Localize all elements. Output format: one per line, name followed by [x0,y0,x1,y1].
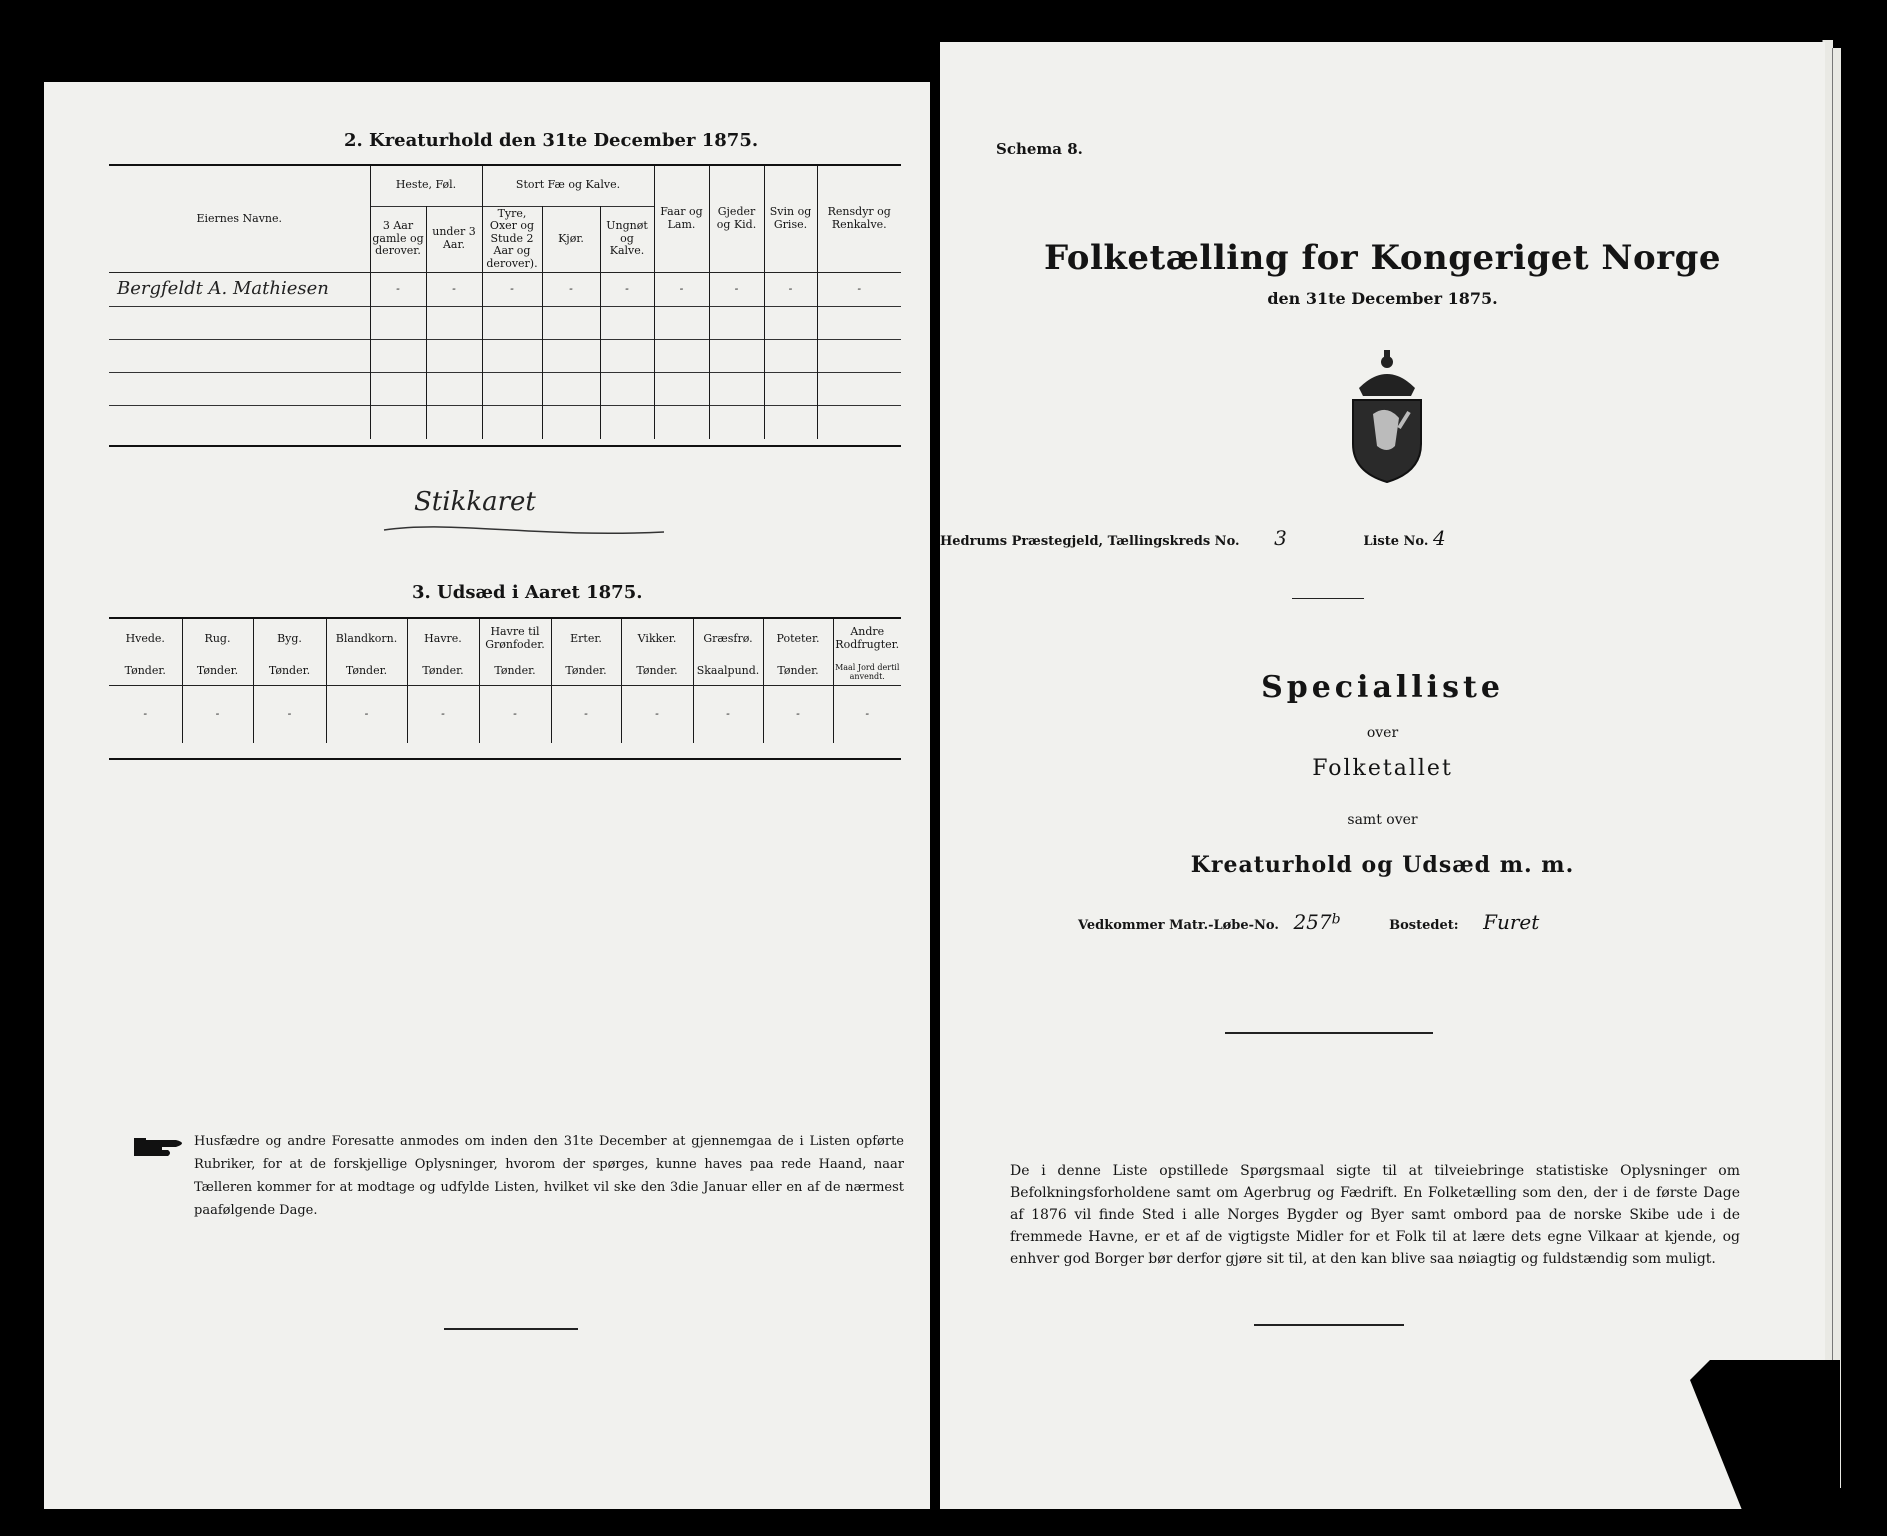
unit-label: Tønder. [551,659,621,685]
unit-label: Tønder. [479,659,551,685]
heste-under-header: under 3 Aar. [426,206,482,272]
samt-over-label: samt over [1347,812,1418,828]
havre-header: Havre. [407,619,479,659]
erter-header: Erter. [551,619,621,659]
kreaturhold-udsaed-label: Kreaturhold og Udsæd m. m. [1190,852,1575,878]
row-mark: - [654,272,709,306]
owner-name: Bergfeldt A. Mathiesen [109,272,370,306]
coat-of-arms-icon [1339,348,1435,484]
byg-header: Byg. [253,619,326,659]
liste-number: 4 [1432,526,1446,550]
table-row [109,685,901,743]
row-mark: - [253,685,326,743]
tyre-header: Tyre, Oxer og Stude 2 Aar og derover). [482,206,542,272]
udsaed-table [109,619,901,743]
faar-header: Faar og Lam. [654,166,709,272]
blandkorn-header: Blandkorn. [326,619,407,659]
matr-label: Vedkommer Matr.-Løbe-No. [1078,918,1279,933]
left-page [44,82,930,1509]
row-mark: - [833,685,901,743]
right-closing-rule [1254,1324,1404,1326]
hvede-header: Hvede. [109,619,182,659]
udsaed-bottom-rule [109,758,901,760]
right-page [940,42,1825,1509]
signature-flourish [374,512,674,542]
table-row [109,405,901,439]
table-row [109,272,901,306]
schema-label: Schema 8. [996,140,1083,158]
stort-fae-header: Stort Fæ og Kalve. [482,166,654,206]
table-row [109,306,901,339]
unit-label: Tønder. [763,659,833,685]
rug-header: Rug. [182,619,253,659]
row-mark: - [600,272,654,306]
unit-label: Tønder. [182,659,253,685]
prestegjeld-name: Hedrums [940,534,1008,549]
liste-label: Liste No. [1363,534,1429,549]
row-mark: - [542,272,600,306]
kjor-header: Kjør. [542,206,600,272]
over-label: over [1366,725,1399,741]
census-date: den 31te December 1875. [1267,289,1498,308]
unit-label: Tønder. [407,659,479,685]
row-mark: - [479,685,551,743]
row-mark: - [551,685,621,743]
district-label: Præstegjeld, Tællingskreds No. [1011,534,1240,549]
heste-header: Heste, Føl. [370,166,482,206]
page-stack-edge [1832,48,1841,1488]
unit-label: Maal Jord dertil anvendt. [833,659,901,685]
row-mark: - [621,685,693,743]
unit-label: Skaalpund. [693,659,763,685]
pointing-hand-icon [132,1134,192,1160]
ungnot-header: Ungnøt og Kalve. [600,206,654,272]
table-row [109,372,901,405]
row-mark: - [709,272,764,306]
mid-rule [1225,1032,1433,1034]
row-mark: - [326,685,407,743]
kreaturhold-table [109,166,901,439]
kreaturhold-bottom-rule [109,445,901,447]
district-line [940,526,1446,550]
matr-line [1078,910,1539,934]
page-corner-fold [1690,1330,1840,1530]
poteter-header: Poteter. [763,619,833,659]
rodfrugter-header: Andre Rodfrugter. [833,619,901,659]
row-mark: - [693,685,763,743]
kreds-number: 3 [1274,526,1287,550]
unit-label: Tønder. [253,659,326,685]
matr-number: 257 [1293,910,1332,934]
info-paragraph: De i denne Liste opstillede Spørgsmaal sigte til at tilveiebringe statistiske Oplysninger om Befolkningsforholdene samt om Agerbrug og Fædrift. En Folketælling som den, der i de første Dage af 1876 vil finde Sted i alle Norges Bygder og Byer samt ombord paa de norske Skibe ude i de fremmede Havne, er et af de vigtigste Midler for et Folk til at lære dets egne Vilkaar at kjende, og enhver god Borger bør derfor gjøre sit til, at den kan blive saa nøiagtig og fuldstændig som muligt. [1010,1163,1740,1267]
specialliste-title: Specialliste [1261,670,1504,705]
vikker-header: Vikker. [621,619,693,659]
row-mark: - [407,685,479,743]
graesfro-header: Græsfrø. [693,619,763,659]
row-mark: - [764,272,817,306]
folketallet-label: Folketallet [1312,756,1453,781]
row-mark: - [817,272,901,306]
unit-label: Tønder. [109,659,182,685]
row-mark: - [109,685,182,743]
heste-3aar-header: 3 Aar gamle og derover. [370,206,426,272]
short-rule [1292,598,1364,599]
notice-text: Husfædre og andre Foresatte anmodes om inden den 31te December at gjennemgaa de i Listen opførte Rubriker, for at de forskjellige Oplysninger, hvorom der spørges, kunne haves paa rede Haand, naar Tælleren kommer for at modtage og udfylde Listen, hvilket vil ske den 3die Januar eller en af de nærmest paafølgende Dage. [194,1134,904,1218]
udsaed-heading: 3. Udsæd i Aaret 1875. [412,582,643,603]
row-mark: - [482,272,542,306]
signature: Stikkaret [414,487,536,517]
census-title: Folketælling for Kongeriget Norge [1043,238,1721,278]
unit-label: Tønder. [326,659,407,685]
havre-gronfoder-header: Havre til Grønfoder. [479,619,551,659]
kreaturhold-heading: 2. Kreaturhold den 31te December 1875. [344,130,759,151]
svin-header: Svin og Grise. [764,166,817,272]
rensdyr-header: Rensdyr og Renkalve. [817,166,901,272]
bosted-label: Bostedet: [1389,918,1459,933]
table-row [109,339,901,372]
matr-suffix: b [1331,911,1341,928]
left-closing-rule [444,1328,578,1330]
row-mark: - [763,685,833,743]
row-mark: - [426,272,482,306]
unit-label: Tønder. [621,659,693,685]
row-mark: - [182,685,253,743]
gjeder-header: Gjeder og Kid. [709,166,764,272]
bosted-value: Furet [1483,910,1540,934]
owner-header: Eiernes Navne. [109,166,370,272]
row-mark: - [370,272,426,306]
